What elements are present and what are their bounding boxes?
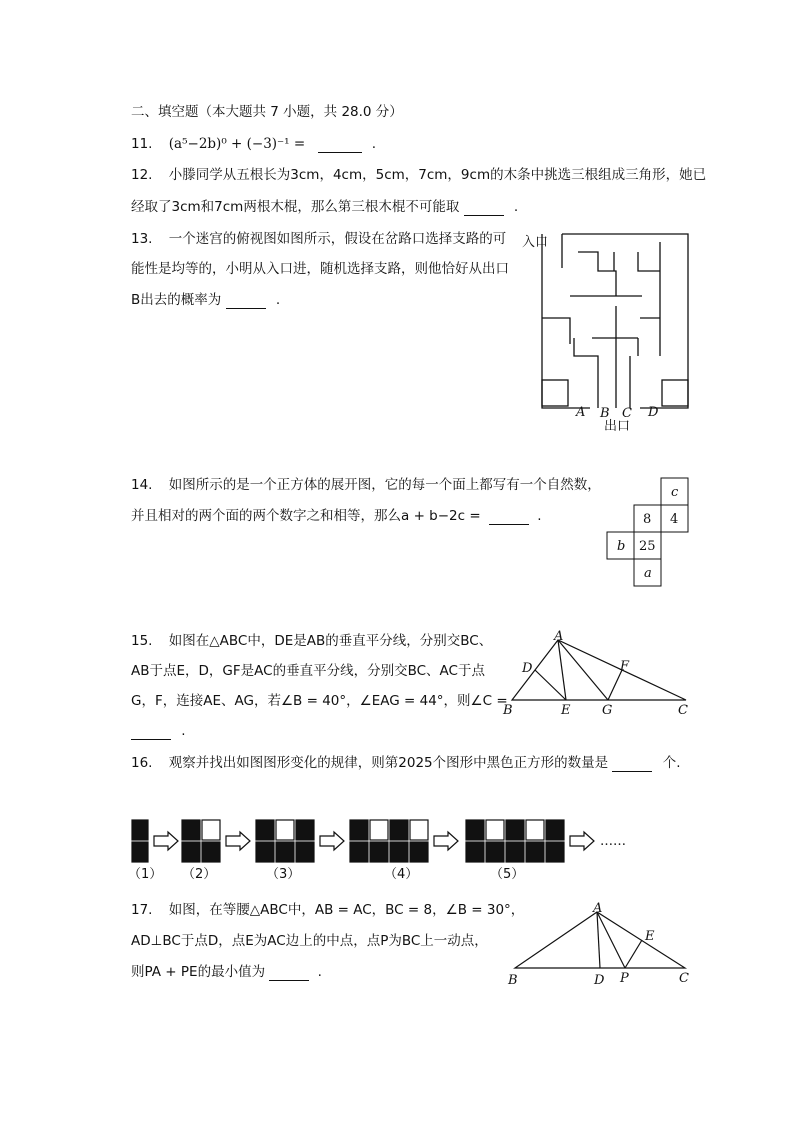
q12-line2 xyxy=(131,198,518,216)
arrow-icon xyxy=(570,832,594,850)
q11-answer-blank[interactable] xyxy=(318,138,362,153)
pattern-label-4: （4） xyxy=(384,867,419,882)
q12-text-2: 经取了3cm和7cm两根木棍，那么第三根木棍不可能取 xyxy=(131,199,460,215)
arrow-icon xyxy=(320,832,344,850)
arrow-icon xyxy=(226,832,250,850)
q14-text-2: 并且相对的两个面的两个数字之和相等，那么a + b−2c = xyxy=(131,508,481,524)
q13-line2: 能性是均等的，小明从入口进，随机选择支路，则他恰好从出口 xyxy=(131,261,509,277)
point-d-label: D xyxy=(594,973,605,988)
q15-number: 15. xyxy=(131,633,153,649)
q11-line xyxy=(131,135,376,153)
q17-text-3: 则PA + PE的最小值为 xyxy=(131,964,266,980)
q16-number: 16. xyxy=(131,755,153,771)
pattern-ellipsis: …… xyxy=(600,834,626,849)
point-b-label: B xyxy=(508,973,518,988)
q16-answer-blank[interactable] xyxy=(612,757,652,772)
segment-ad xyxy=(597,912,600,968)
maze-figure xyxy=(520,226,700,438)
point-a-label: A xyxy=(593,901,603,916)
segment-de xyxy=(535,670,566,700)
q12-answer-blank[interactable] xyxy=(464,201,504,216)
arrow-icon xyxy=(154,832,178,850)
q15-text-1: 如图在△ABC中，DE是AB的垂直平分线，分别交BC、 xyxy=(168,633,493,649)
q12-number: 12. xyxy=(131,167,153,183)
net-label-a: a xyxy=(644,566,652,581)
q14-text-1: 如图所示的是一个正方体的展开图，它的每一个面上都写有一个自然数， xyxy=(168,477,601,493)
net-label-c: c xyxy=(671,485,679,500)
point-p-label: P xyxy=(620,971,629,986)
cube-net-figure xyxy=(605,476,697,590)
q15-period: . xyxy=(181,723,186,739)
net-label-8: 8 xyxy=(643,512,652,527)
q12-period: . xyxy=(513,199,519,215)
q15-line1 xyxy=(131,632,492,650)
q13-period: . xyxy=(275,292,281,308)
pattern-label-2: （2） xyxy=(182,867,217,882)
pattern-figure-5 xyxy=(466,820,564,862)
q11-number: 11. xyxy=(131,136,153,152)
segment-ag xyxy=(558,640,608,700)
point-c-label: C xyxy=(678,703,688,718)
pattern-label-3: （3） xyxy=(266,867,301,882)
q15-line4 xyxy=(131,722,186,740)
q15-line2: AB于点E，D，GF是AC的垂直平分线，分别交BC、AC于点 xyxy=(131,663,485,679)
segment-pe xyxy=(625,940,642,968)
q12-text-1: 小滕同学从五根长为3cm，4cm，5cm，7cm，9cm的木条中挑选三根组成三角形，她已 xyxy=(168,167,707,183)
q15-answer-blank[interactable] xyxy=(131,725,171,740)
q13-line3 xyxy=(131,291,280,309)
maze-walls xyxy=(542,234,688,408)
q13-text-3: B出去的概率为 xyxy=(131,292,222,308)
triangle-abc xyxy=(512,640,686,700)
q15-line3: G，F，连接AE、AG，若∠B = 40°，∠EAG = 44°，则∠C = xyxy=(131,693,508,709)
isosceles-triangle-figure xyxy=(505,900,697,992)
section-heading: 二、填空题（本大题共 7 小题，共 28.0 分） xyxy=(131,104,403,120)
q14-number: 14. xyxy=(131,477,153,493)
pattern-figure-2 xyxy=(182,820,220,862)
q14-line1 xyxy=(131,476,601,494)
q11-period: . xyxy=(371,136,377,152)
q17-line1 xyxy=(131,901,524,919)
point-b-label: B xyxy=(503,703,513,718)
net-label-b: b xyxy=(617,539,626,554)
q17-answer-blank[interactable] xyxy=(269,966,309,981)
q17-period: . xyxy=(317,964,322,980)
pattern-figure-3 xyxy=(256,820,314,862)
pattern-label-1: （1） xyxy=(128,867,163,882)
q17-text-1: 如图，在等腰△ABC中，AB = AC，BC = 8，∠B = 30°， xyxy=(168,902,525,918)
q11-expression: (a⁵−2b)⁰ + (−3)⁻¹ = xyxy=(168,136,306,152)
point-c-label: C xyxy=(679,971,689,986)
net-label-25: 25 xyxy=(639,539,656,554)
point-a-label: A xyxy=(554,630,564,644)
q13-answer-blank[interactable] xyxy=(226,294,266,309)
pattern-label-5: （5） xyxy=(490,867,525,882)
maze-exit-a-label: A xyxy=(576,405,586,420)
maze-exit-d-label: D xyxy=(648,405,659,420)
maze-entrance-label: 入口 xyxy=(522,235,549,250)
q13-number: 13. xyxy=(131,231,153,247)
pattern-figure-1 xyxy=(132,820,148,862)
point-g-label: G xyxy=(602,703,613,718)
point-e-label: E xyxy=(645,929,655,944)
pattern-figure-4 xyxy=(350,820,428,862)
q17-number: 17. xyxy=(131,902,153,918)
q14-period: . xyxy=(537,508,542,524)
q17-line3 xyxy=(131,963,322,981)
q16-unit: 个. xyxy=(662,755,681,771)
pattern-sequence-figure xyxy=(126,816,636,886)
point-e-label: E xyxy=(561,703,571,718)
point-d-label: D xyxy=(522,661,533,676)
q13-line1 xyxy=(131,230,506,248)
point-f-label: F xyxy=(620,659,630,674)
triangle-abc-figure xyxy=(500,630,696,718)
q14-line2 xyxy=(131,507,542,525)
maze-exit-b-label: B xyxy=(600,406,610,421)
arrow-icon xyxy=(434,832,458,850)
net-label-4: 4 xyxy=(670,512,679,527)
segment-gf xyxy=(608,670,622,700)
q16-text: 观察并找出如图图形变化的规律，则第2025个图形中黑色正方形的数量是 xyxy=(168,755,609,771)
q12-line1 xyxy=(131,166,706,184)
maze-exit-label: 出口 xyxy=(604,419,631,434)
q17-line2: AD⊥BC于点D，点E为AC边上的中点，点P为BC上一动点， xyxy=(131,933,488,949)
q14-answer-blank[interactable] xyxy=(489,510,529,525)
q16-line xyxy=(131,754,681,772)
q13-text-1: 一个迷宫的俯视图如图所示，假设在岔路口选择支路的可 xyxy=(168,231,507,247)
maze-exit-c-label: C xyxy=(622,406,632,421)
